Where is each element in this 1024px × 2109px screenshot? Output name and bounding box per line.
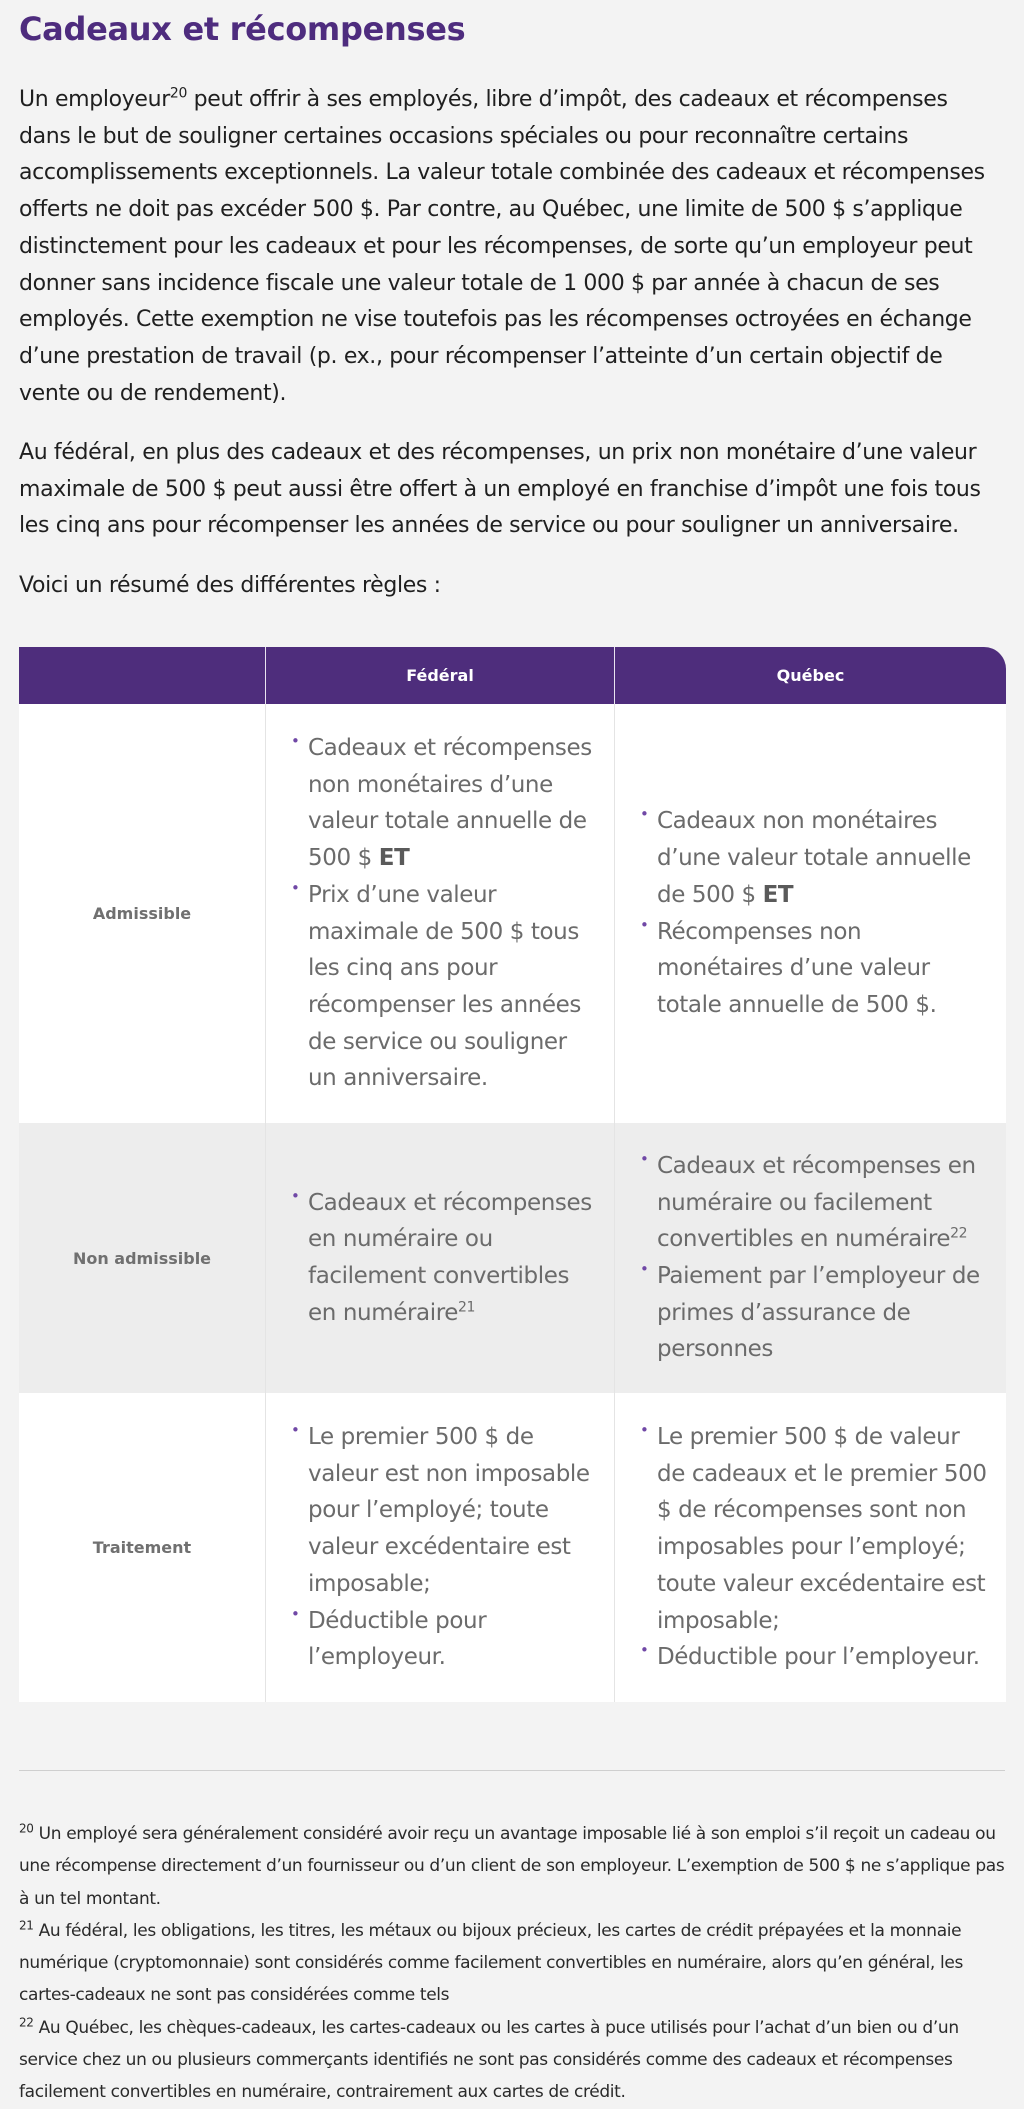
intro-text-rest: peut offrir à ses employés, libre d’impôt, des cadeaux et récompenses dans le but de souligner certaines occasions spéciales ou pour reconnaître certains accomplissements exceptionnels. La valeur totale combinée des cadeaux et récompenses offerts ne doit pas excéder 500 $. Par contre, au Québec, une limite de 500 $ s’applique distinctement pour les cadeaux et pour les récompenses, de sorte qu’un employeur peut donner sans incidence fiscale une valeur totale de 1 000 $ par année à chacun de ses employés. Cette exemption ne vise toutefois pas les récompenses octroyées en échange d’une prestation de travail (p. ex., pour récompenser l’atteinte d’un certain objectif de vente ou de rendement). — [19, 87, 985, 406]
footnotes — [19, 1818, 1005, 2109]
footnote-number: 20 — [19, 1821, 34, 1836]
list-item: • Le premier 500 $ de valeur de cadeaux et le premier 500 $ de récompenses sont non imposables pour l’employé; toute valeur excédentaire est imposable; — [640, 1419, 988, 1639]
footnote-22 — [19, 2012, 1005, 2109]
intro-paragraph-1 — [19, 82, 1003, 412]
cell-traitement-quebec — [615, 1393, 1006, 1702]
table-row-admissible — [19, 704, 1006, 1123]
footnote-divider — [19, 1770, 1005, 1771]
header-quebec: Québec — [615, 647, 1006, 704]
rules-table — [19, 647, 1006, 1702]
list-item: • Le premier 500 $ de valeur est non imposable pour l’employé; toute valeur excédentaire est imposable; — [291, 1419, 596, 1603]
table-header-row — [19, 647, 1006, 704]
bold-et: ET — [378, 845, 410, 872]
list-item: • Paiement par l’employeur de primes d’assurance de personnes — [640, 1258, 988, 1368]
list-item — [291, 1185, 596, 1332]
list-traitement-quebec — [615, 1419, 1006, 1676]
footnote-text: Un employé sera généralement considéré avoir reçu un avantage imposable lié à son emploi s’il reçoit un cadeau ou une récompense directement d’un fournisseur ou d’un client de son employeur. L’exemption de 500 $ ne s’applique pas à un tel montant. — [19, 1824, 1005, 1909]
cell-traitement-federal — [266, 1393, 615, 1702]
footnote-text: Au Québec, les chèques-cadeaux, les cartes-cadeaux ou les cartes à puce utilisés pour l’achat d’un bien ou d’un service chez un ou plusieurs commerçants identifiés ne sont pas considérés comme des cadeaux et récompenses facilement convertibles en numéraire, contrairement aux cartes de crédit. — [19, 2017, 959, 2103]
list-admissible-federal — [266, 730, 614, 1097]
header-empty — [19, 647, 266, 704]
row-label-admissible: Admissible — [19, 704, 266, 1123]
intro-paragraph-3: Voici un résumé des différentes règles : — [19, 573, 441, 598]
footnote-20 — [19, 1818, 1005, 1915]
cell-admissible-quebec — [615, 704, 1006, 1123]
list-item: • Déductible pour l’employeur. — [640, 1639, 988, 1676]
row-label-non-admissible: Non admissible — [19, 1123, 266, 1393]
footnote-ref-22[interactable]: 22 — [950, 1225, 968, 1242]
intro-text-start: Un employeur — [19, 87, 170, 112]
footnote-text: Au fédéral, les obligations, les titres, les métaux ou bijoux précieux, les cartes de crédit prépayées et la monnaie numérique (cryptomonnaie) sont considérés comme facilement convertibles en numéraire, alors qu’en général, les cartes-cadeaux ne sont pas considérées comme tels — [19, 1920, 964, 2006]
list-item — [291, 730, 596, 877]
list-admissible-quebec — [615, 803, 1006, 1023]
list-non-admissible-federal — [266, 1185, 614, 1332]
list-item — [640, 1148, 988, 1258]
row-label-traitement: Traitement — [19, 1393, 266, 1702]
list-item: • Déductible pour l’employeur. — [291, 1603, 596, 1676]
list-item: • Prix d’une valeur maximale de 500 $ tous les cinq ans pour récompenser les années de service ou souligner un anniversaire. — [291, 877, 596, 1097]
item-text: Cadeaux non monétaires d’une valeur totale annuelle de 500 $ — [657, 808, 971, 908]
list-non-admissible-quebec — [615, 1148, 1006, 1368]
list-traitement-federal — [266, 1419, 614, 1676]
cell-non-admissible-quebec — [615, 1123, 1006, 1393]
footnote-number: 21 — [19, 1918, 34, 1933]
footnote-ref-21[interactable]: 21 — [458, 1299, 476, 1316]
footnote-number: 22 — [19, 2015, 34, 2030]
bold-et: ET — [762, 881, 794, 908]
header-federal: Fédéral — [266, 647, 615, 704]
footnote-ref-20[interactable]: 20 — [169, 85, 188, 102]
cell-admissible-federal — [266, 704, 615, 1123]
intro-paragraph-2: Au fédéral, en plus des cadeaux et des récompenses, un prix non monétaire d’une valeur maximale de 500 $ peut aussi être offert à un employé en franchise d’impôt une fois tous les cinq ans pour récompenser les années de service ou pour souligner un anniversaire. — [19, 440, 981, 539]
list-item — [640, 803, 988, 913]
page-title: Cadeaux et récompenses — [19, 10, 466, 48]
table-row-non-admissible — [19, 1123, 1006, 1393]
footnote-21 — [19, 1915, 1005, 2012]
cell-non-admissible-federal — [266, 1123, 615, 1393]
item-text: Cadeaux et récompenses en numéraire ou facilement convertibles en numéraire — [308, 1189, 592, 1326]
table-row-traitement — [19, 1393, 1006, 1702]
list-item: • Récompenses non monétaires d’une valeur totale annuelle de 500 $. — [640, 914, 988, 1024]
item-text: Cadeaux et récompenses en numéraire ou facilement convertibles en numéraire — [657, 1152, 976, 1253]
item-text: Cadeaux et récompenses non monétaires d’une valeur totale annuelle de 500 $ — [308, 734, 592, 872]
